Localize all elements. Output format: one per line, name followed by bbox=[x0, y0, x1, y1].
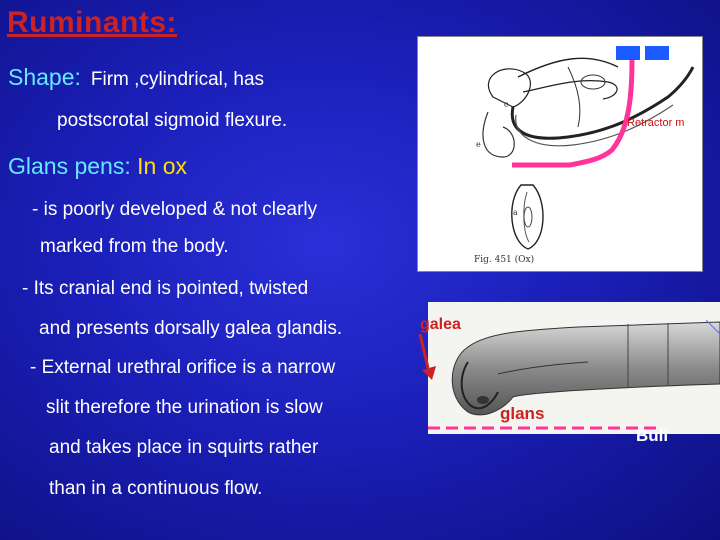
svg-text:e: e bbox=[476, 140, 481, 149]
galea-arrow-shaft bbox=[420, 334, 428, 368]
bull-label: Bull bbox=[636, 426, 669, 445]
glans-species: In ox bbox=[137, 153, 188, 179]
shape-value: Firm ,cylindrical, has bbox=[90, 69, 265, 90]
svg-text:a: a bbox=[513, 208, 518, 217]
blue-marker-left bbox=[616, 46, 640, 60]
retractor-muscle-line bbox=[512, 60, 632, 165]
bullet-1-line-1: - is poorly developed & not clearly bbox=[32, 199, 318, 220]
galea-label: galea bbox=[420, 316, 461, 333]
svg-text:c: c bbox=[504, 100, 509, 109]
bullet-3-line-3: and takes place in squirts rather bbox=[49, 437, 319, 458]
retractor-label: Retractor m bbox=[627, 117, 685, 129]
shape-continuation: postscrotal sigmoid flexure. bbox=[57, 110, 288, 131]
slide-title: Ruminants: bbox=[7, 6, 177, 39]
shape-label: Shape: bbox=[8, 64, 81, 90]
decorative-line bbox=[706, 320, 720, 334]
galea-arrow-head bbox=[422, 366, 436, 380]
bullet-1-line-2: marked from the body. bbox=[40, 236, 229, 257]
bullet-2-line-1: - Its cranial end is pointed, twisted bbox=[22, 278, 309, 299]
bullet-3-line-1: - External urethral orifice is a narrow bbox=[30, 357, 336, 378]
bullet-2-line-2: and presents dorsally galea glandis. bbox=[39, 318, 343, 339]
bullet-3-line-4: than in a continuous flow. bbox=[49, 478, 263, 499]
bullet-3-line-2: slit therefore the urination is slow bbox=[46, 397, 323, 418]
glans-label-figure: glans bbox=[500, 404, 545, 423]
glans-label: Glans pens: bbox=[8, 153, 131, 179]
figure-caption: Fig. 451 (Ox) bbox=[474, 255, 535, 265]
blue-marker-right bbox=[645, 46, 669, 60]
